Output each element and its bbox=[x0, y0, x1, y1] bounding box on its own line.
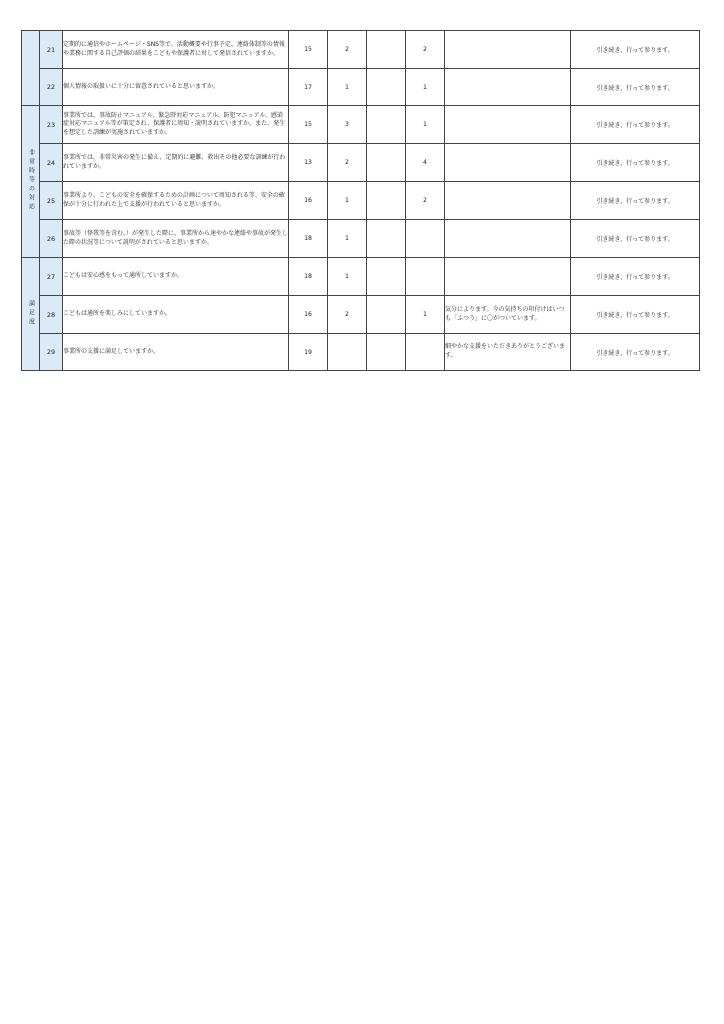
table-row bbox=[22, 258, 700, 296]
question-text: 事故等（怪我等を含む。）が発生した際に、事業所から速やかな連絡や事故が発生した際の状況等について説明がされていると思いますか。 bbox=[63, 220, 289, 258]
guardian-opinion bbox=[445, 258, 571, 296]
table-row bbox=[22, 144, 700, 182]
facility-response: 引き続き、行って参ります。 bbox=[571, 69, 700, 106]
facility-response: 引き続き、行って参ります。 bbox=[571, 31, 700, 69]
count-unknown bbox=[406, 258, 445, 296]
facility-response: 引き続き、行って参ります。 bbox=[571, 258, 700, 296]
table-row bbox=[22, 220, 700, 258]
table-row bbox=[22, 106, 700, 144]
count-yes: 17 bbox=[289, 69, 328, 106]
count-no bbox=[367, 144, 406, 182]
count-yes: 15 bbox=[289, 31, 328, 69]
facility-response: 引き続き、行って参ります。 bbox=[571, 144, 700, 182]
question-text: 事業所より、こどもの安全を確保するための計画について周知される等、安全の確保が十分に行われた上で支援が行われていると思いますか。 bbox=[63, 182, 289, 220]
table-row bbox=[22, 69, 700, 106]
count-neutral: 1 bbox=[328, 182, 367, 220]
table-row bbox=[22, 334, 700, 371]
count-unknown bbox=[406, 334, 445, 371]
guardian-opinion bbox=[445, 106, 571, 144]
count-no bbox=[367, 220, 406, 258]
count-neutral: 2 bbox=[328, 144, 367, 182]
count-unknown: 1 bbox=[406, 106, 445, 144]
guardian-opinion bbox=[445, 220, 571, 258]
count-yes: 18 bbox=[289, 220, 328, 258]
question-text: 個人情報の取扱いに十分に留意されていると思いますか。 bbox=[63, 69, 289, 106]
table-row bbox=[22, 31, 700, 69]
count-neutral: 1 bbox=[328, 220, 367, 258]
count-neutral: 1 bbox=[328, 69, 367, 106]
count-yes: 16 bbox=[289, 296, 328, 334]
question-text: 事業所では、事故防止マニュアル、緊急時対応マニュアル、防犯マニュアル、感染症対応マニュアル等が策定され、保護者に周知・説明されていますか。また、発生を想定した訓練が実施されていますか。 bbox=[63, 106, 289, 144]
count-neutral: 2 bbox=[328, 296, 367, 334]
guardian-opinion bbox=[445, 69, 571, 106]
count-no bbox=[367, 106, 406, 144]
count-unknown: 2 bbox=[406, 182, 445, 220]
count-unknown bbox=[406, 220, 445, 258]
table-row bbox=[22, 296, 700, 334]
count-unknown: 2 bbox=[406, 31, 445, 69]
question-number: 28 bbox=[40, 296, 63, 334]
count-neutral: 3 bbox=[328, 106, 367, 144]
question-text: 定期的に通信やホームページ・SNS等で、活動概要や行事予定、連絡体制等の情報や業務に関する自己評価の結果をこどもや保護者に対して発信されていますか。 bbox=[63, 31, 289, 69]
section-label: 満足度 bbox=[27, 299, 35, 327]
count-no bbox=[367, 296, 406, 334]
count-unknown: 1 bbox=[406, 69, 445, 106]
count-no bbox=[367, 334, 406, 371]
facility-response: 引き続き、行って参ります。 bbox=[571, 220, 700, 258]
table-row bbox=[22, 182, 700, 220]
count-neutral bbox=[328, 334, 367, 371]
count-neutral: 1 bbox=[328, 258, 367, 296]
question-text: こどもは安心感をもって通所していますか。 bbox=[63, 258, 289, 296]
guardian-opinion bbox=[445, 182, 571, 220]
guardian-opinion: 細やかな支援をいただきありがとうございます。 bbox=[445, 334, 571, 371]
count-unknown: 1 bbox=[406, 296, 445, 334]
count-yes: 18 bbox=[289, 258, 328, 296]
facility-response: 引き続き、行って参ります。 bbox=[571, 334, 700, 371]
count-yes: 19 bbox=[289, 334, 328, 371]
facility-response: 引き続き、行って参ります。 bbox=[571, 296, 700, 334]
facility-response: 引き続き、行って参ります。 bbox=[571, 182, 700, 220]
count-no bbox=[367, 69, 406, 106]
guardian-opinion bbox=[445, 31, 571, 69]
section-label: 非常時等の対応 bbox=[27, 149, 35, 212]
question-number: 24 bbox=[40, 144, 63, 182]
survey-table bbox=[21, 30, 700, 371]
section-cell bbox=[22, 258, 40, 371]
count-yes: 16 bbox=[289, 182, 328, 220]
count-no bbox=[367, 182, 406, 220]
count-yes: 15 bbox=[289, 106, 328, 144]
question-number: 29 bbox=[40, 334, 63, 371]
question-number: 25 bbox=[40, 182, 63, 220]
section-cell bbox=[22, 31, 40, 106]
question-text: 事業所では、非常災害の発生に備え、定期的に避難、救出その他必要な訓練が行われていますか。 bbox=[63, 144, 289, 182]
count-yes: 13 bbox=[289, 144, 328, 182]
count-no bbox=[367, 31, 406, 69]
count-neutral: 2 bbox=[328, 31, 367, 69]
question-number: 21 bbox=[40, 31, 63, 69]
question-number: 22 bbox=[40, 69, 63, 106]
guardian-opinion: 気分によります。今の気持ちの印付けはいつも「ふつう」に〇がついています。 bbox=[445, 296, 571, 334]
question-number: 26 bbox=[40, 220, 63, 258]
section-cell bbox=[22, 106, 40, 258]
question-number: 27 bbox=[40, 258, 63, 296]
question-text: こどもは通所を楽しみにしていますか。 bbox=[63, 296, 289, 334]
question-text: 事業所の支援に満足していますか。 bbox=[63, 334, 289, 371]
facility-response: 引き続き、行って参ります。 bbox=[571, 106, 700, 144]
guardian-opinion bbox=[445, 144, 571, 182]
count-unknown: 4 bbox=[406, 144, 445, 182]
question-number: 23 bbox=[40, 106, 63, 144]
count-no bbox=[367, 258, 406, 296]
